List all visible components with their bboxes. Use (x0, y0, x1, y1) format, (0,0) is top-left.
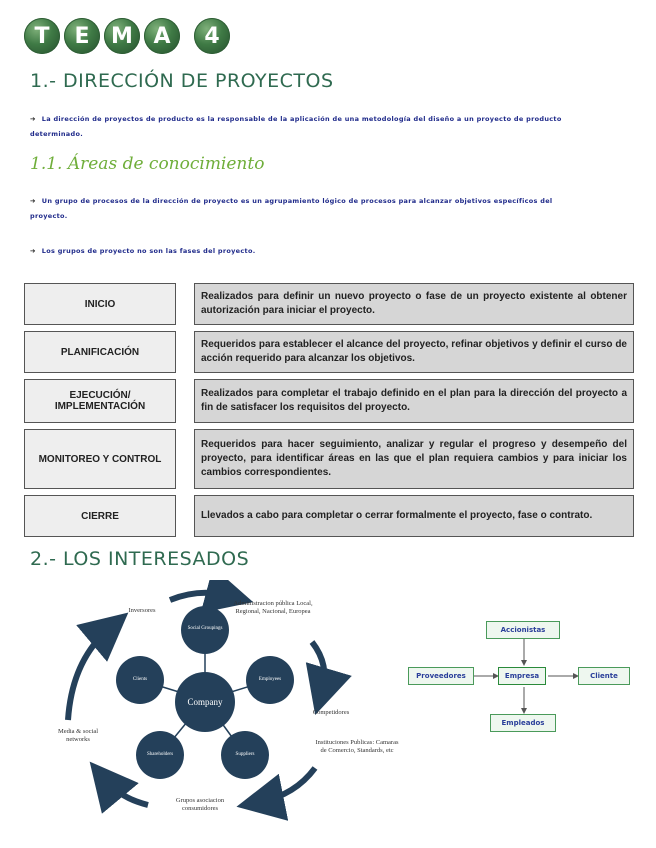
subsection-heading: 1.1. Áreas de conocimiento (30, 154, 265, 174)
title-letter: T (24, 18, 60, 54)
process-label: MONITOREO Y CONTROL (24, 429, 176, 489)
node-label: Clients (132, 677, 148, 682)
process-row (24, 283, 634, 325)
node-label: Employees (258, 677, 282, 682)
bullet-text: La dirección de proyectos de producto es la responsable de la aplicación de una metodología del diseño a un proyecto de producto determinado. (30, 115, 562, 138)
node-label: Suppliers (235, 752, 255, 757)
outer-label: Inversores (128, 607, 156, 614)
title-letter: A (144, 18, 180, 54)
bullet-text: Los grupos de proyecto no son las fases del proyecto. (41, 247, 256, 255)
outer-label: Media & social networks (57, 728, 99, 743)
node-label: Social Groupings (187, 626, 223, 631)
title-letter: 4 (194, 18, 230, 54)
process-row (24, 331, 634, 373)
process-description: Realizados para completar el trabajo definido en el plan para la dirección del proyecto a fin de satisfacer los requisitos del proyecto. (194, 379, 634, 423)
outer-label: Instituciones Publicas: Camaras de Comercio, Standards, etc (315, 739, 399, 754)
flow-box-cliente: Cliente (578, 667, 630, 685)
process-label: INICIO (24, 283, 176, 325)
process-label: PLANIFICACIÓN (24, 331, 176, 373)
node-label: Shareholders (146, 752, 174, 757)
bullet-item (30, 112, 590, 142)
arrow-icon: ➔ (30, 197, 36, 205)
process-label: EJECUCIÓN/ IMPLEMENTACIÓN (24, 379, 176, 423)
bullet-text: Un grupo de procesos de la dirección de proyecto es un agrupamiento lógico de procesos para alcanzar objetivos específicos del proyecto. (30, 197, 553, 220)
arrow-icon: ➔ (30, 115, 36, 123)
flow-box-empleados: Empleados (490, 714, 556, 732)
flow-box-accionistas: Accionistas (486, 621, 560, 639)
process-row (24, 495, 634, 537)
process-description: Llevados a cabo para completar o cerrar formalmente el proyecto, fase o contrato. (194, 495, 634, 537)
outer-label: Competidores (312, 709, 350, 716)
title-letter: E (64, 18, 100, 54)
process-description: Realizados para definir un nuevo proyecto o fase de un proyecto existente al obtener autorización para iniciar el proyecto. (194, 283, 634, 325)
page-title (24, 18, 230, 54)
title-letter: M (104, 18, 140, 54)
outer-label: Administracion pública Local, Regional, Nacional, Europea (233, 600, 313, 615)
process-row (24, 429, 634, 489)
process-description: Requeridos para hacer seguimiento, analizar y regular el progreso y desempeño del proyecto, para identificar áreas en las que el plan requiera cambios y para iniciar los cambios correspondientes. (194, 429, 634, 489)
flow-box-proveedores: Proveedores (408, 667, 474, 685)
bullet-item (30, 244, 590, 259)
bullet-item (30, 194, 590, 224)
company-label: Company (187, 697, 223, 707)
flow-box-empresa: Empresa (498, 667, 546, 685)
section-heading: 2.- LOS INTERESADOS (30, 548, 250, 570)
arrow-icon: ➔ (30, 247, 36, 255)
outer-label: Grupos asociacion consumidores (175, 797, 225, 812)
process-row (24, 379, 634, 423)
section-heading: 1.- DIRECCIÓN DE PROYECTOS (30, 70, 334, 92)
process-label: CIERRE (24, 495, 176, 537)
process-description: Requeridos para establecer el alcance del proyecto, refinar objetivos y definir el curso de acción requerido para alcanzar los objetivos. (194, 331, 634, 373)
